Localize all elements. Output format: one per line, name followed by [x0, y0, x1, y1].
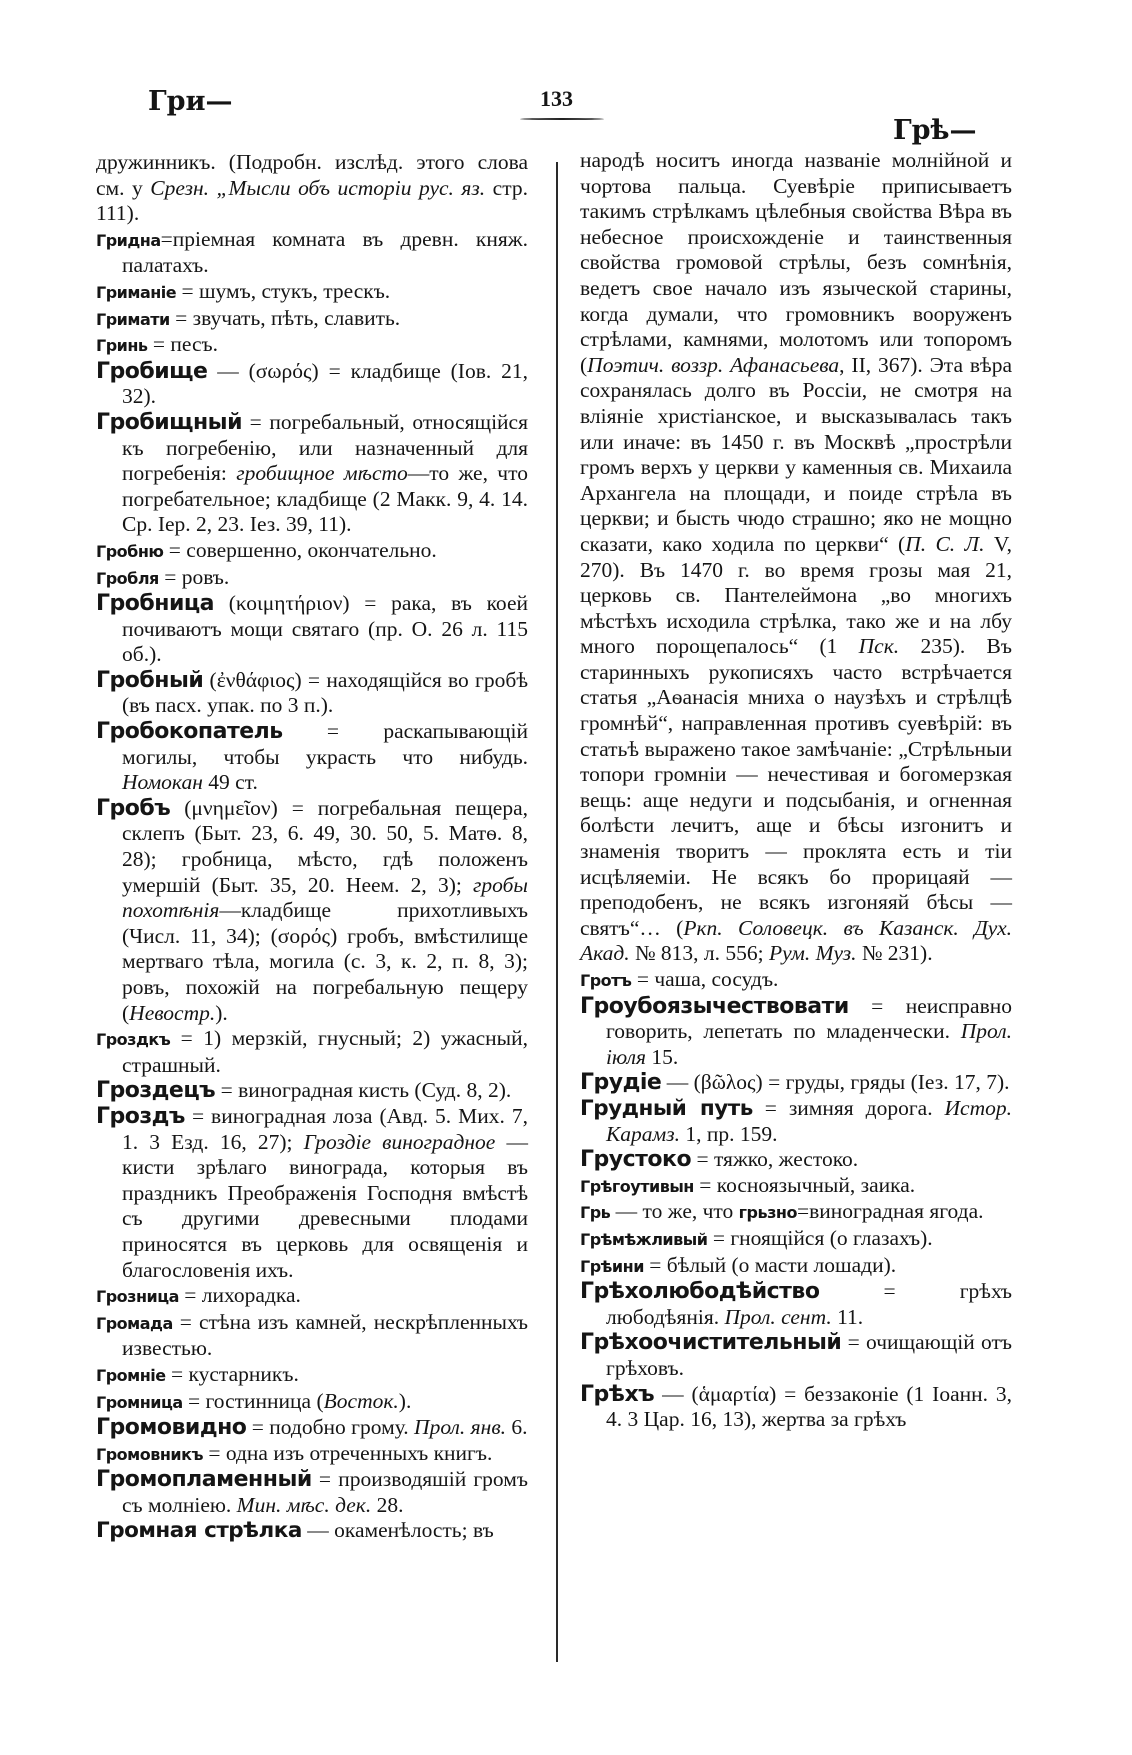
entry-text: = виноградная кисть (Суд. 8, 2). — [215, 1078, 512, 1103]
entry-headword: Гроздъ — [96, 1103, 185, 1129]
dictionary-entry — [96, 565, 528, 592]
entry-text: , II, 367). Эта вѣра сохранялась долго въ Россіи, не смотря на вліяніе христіанское, и высказывалась такъ или иначе: въ 1450 г. въ Москвѣ „прострѣли громъ верхъ у церкви у каменныя св. Михаила Архангела на площади, и поиде стрѣла въ церкви; и бысть чюдо страшно; яко не мощно сказати, како ходила по церкви“ ( — [580, 352, 1012, 556]
entry-text: =пріемная комната въ древн. княж. палатахъ. — [122, 226, 528, 278]
entry-headword: Громада — [96, 1313, 173, 1333]
entry-text: —кладбище прихотливыхъ (Числ. 11, 34); (σορός) гробъ, вмѣстилище мертваго тѣла, могила (с. 3, к. 2, п. 8, 3); ровъ, похожій на погребальную пещеру ( — [122, 898, 528, 1025]
entry-headword: Грь — [580, 1203, 611, 1223]
dictionary-entry — [96, 306, 528, 333]
entry-text: 235). Въ старинныхъ рукописяхъ часто встрѣчается статья „Аѳанасія мниха о наузѣхъ и стрѣлцѣ громнѣй“, направленная противъ суевѣрій: въ статьѣ выражено такое замѣчаніе: „Стрѣльныи топори громніи — нечестивая и богомерзкая вещь: аще недуги и подсыбанія, и огненная болѣсти лечитъ, аще и бѣсы изгонитъ и знаменія творитъ — проклята есть и тіи исцѣляеміи. Не всякъ бо прорицаяй — преподобенъ, не всякъ изгоняяй бѣсы — святъ“… ( — [580, 634, 1012, 940]
entry-text: — (σωρός) = кладбище (Іов. 21, 32). — [122, 358, 528, 409]
entry-headword: Гробокопатель — [96, 719, 283, 745]
entry-continuation — [96, 150, 528, 227]
entry-headword: Гробищный — [96, 409, 242, 435]
entry-headword: Громная стрѣлка — [96, 1518, 302, 1544]
source-citation: Прол. сент. — [724, 1304, 832, 1329]
entry-text: = звучать, пѣть, славить. — [169, 305, 401, 330]
entry-text: = совершенно, окончательно. — [163, 537, 437, 562]
entry-text: № 231). — [856, 941, 933, 966]
entry-text: = виноградная лоза (Авд. 5. Мих. 7, 1. 3 Езд. 16, 27); — [122, 1103, 528, 1154]
dictionary-entry — [96, 796, 528, 1026]
entry-headword: Гринь — [96, 336, 148, 356]
source-citation: Истор. Карамз. — [606, 1095, 1012, 1146]
dictionary-entry — [96, 332, 528, 359]
dictionary-entry — [580, 1253, 1012, 1280]
dictionary-entry — [96, 359, 528, 410]
entry-text: (κοιμητήριον) = рака, въ коей почиваютъ мощи святаго (пр. О. 26 л. 115 об.). — [122, 591, 528, 667]
column-divider — [556, 162, 558, 1662]
dictionary-entry — [580, 994, 1012, 1071]
entry-headword: Гротъ — [580, 971, 632, 990]
entry-text: № 813, л. 556; — [629, 941, 769, 966]
dictionary-entry — [96, 1078, 528, 1104]
source-citation: Мин. мѣс. дек. — [236, 1492, 372, 1517]
dictionary-entry — [580, 1279, 1012, 1330]
entry-text: = косноязычный, заика. — [693, 1172, 916, 1197]
entry-headword: Гроубоязычествовати — [580, 993, 849, 1019]
entry-text: 15. — [645, 1044, 679, 1069]
dictionary-entry — [580, 1147, 1012, 1173]
entry-text: = бѣлый (о масти лошади). — [643, 1252, 897, 1277]
dictionary-entry — [96, 227, 528, 279]
entry-headword: Гробъ — [96, 795, 171, 821]
entry-text: = тяжко, жестоко. — [691, 1147, 859, 1172]
entry-text: (ἐνθάφιος) = находящійся во гробѣ (въ пасх. упак. по 3 п.). — [122, 667, 528, 718]
entry-headword: Громніе — [96, 1365, 166, 1385]
entry-text: 11. — [831, 1304, 864, 1329]
dictionary-entry — [96, 1362, 528, 1389]
dictionary-entry — [96, 719, 528, 796]
entry-text: = стѣна изъ камней, нескрѣпленныхъ известью. — [122, 1309, 528, 1361]
entry-text: = зимняя дорога. — [752, 1095, 945, 1120]
entry-text: V, 270). Въ 1470 г. во время грозы мая 21, церковь св. Пантелеймона „во многихъ мѣстѣхъ исходила стрѣлка, тако же и на лбу много порощепалось“ (1 — [580, 531, 1012, 659]
dictionary-entry — [580, 1096, 1012, 1147]
entry-text: ). — [398, 1388, 412, 1413]
entry-text: народѣ носитъ иногда названіе молнійной и чортова пальца. Суевѣріе приписываетъ такимъ стрѣлкамъ цѣлебныя свойства Вѣра въ небесное происхожденіе и таинственныя свойства громовой стрѣлы, безъ сомнѣнія, ведетъ свое начало изъ языческой старины, когда думали, что громовникъ вооруженъ стрѣлами, камнями, молотомъ или топоромъ ( — [580, 148, 1012, 377]
entry-text: = кустарникъ. — [165, 1361, 299, 1386]
entry-text: = гноящійся (о глазахъ). — [707, 1225, 933, 1250]
dictionary-entry — [96, 279, 528, 306]
entry-text: = чаша, сосудъ. — [631, 967, 779, 991]
entry-text: = раскапывающій могилы, чтобы украсть что нибудь. — [122, 719, 528, 769]
entry-text: = лихорадка. — [178, 1283, 301, 1308]
source-citation: Гроздіе виноградное — [303, 1129, 496, 1154]
dictionary-entry — [580, 967, 1012, 994]
source-citation: Срезн. „Мысли объ исторіи рус. яз. — [150, 175, 486, 200]
entry-text: — то же, что — [610, 1199, 739, 1224]
entry-headword: Гримати — [96, 309, 170, 329]
entry-headword: Громовидно — [96, 1415, 247, 1441]
source-citation: Номокан — [122, 770, 203, 795]
entry-headword: Грѣмѣжливый — [580, 1229, 708, 1249]
running-head-left: Гри— — [148, 86, 233, 117]
source-citation: Ркп. Соловецк. въ Казанск. Дух. Акад. — [580, 915, 1012, 966]
entry-text: — (ἁμαρτία) = беззаконіе (1 Іоанн. 3, 4. 3 Цар. 16, 13), жертва за грѣхъ — [606, 1381, 1012, 1432]
source-citation: Рум. Муз. — [769, 941, 857, 966]
source-citation: Невостр. — [129, 1000, 216, 1025]
entry-headword: Гробница — [96, 591, 215, 617]
entry-headword: Гробню — [96, 541, 164, 561]
entry-text: —то же, что погребательное; кладбище (2 Макк. 9, 4. 14. Ср. Іер. 2, 23. Іез. 39, 11). — [122, 461, 528, 537]
source-citation: Поэтич. воззр. Афанасьева — [587, 352, 840, 377]
entry-text: = песъ. — [147, 332, 219, 357]
dictionary-entry — [96, 1518, 528, 1544]
page-number-rule — [520, 118, 604, 120]
entry-headword: Грудный путь — [580, 1095, 753, 1121]
entry-headword: Гриманіе — [96, 282, 177, 302]
source-citation: Пск. — [858, 634, 900, 659]
dictionary-entry — [96, 410, 528, 538]
entry-headword: Гробный — [96, 667, 204, 693]
entry-text: = 1) мерзкій, гнусный; 2) ужасный, страшный. — [122, 1026, 528, 1077]
dictionary-entry — [580, 1199, 1012, 1226]
entry-text: =виноградная ягода. — [796, 1199, 984, 1224]
entry-headword: Громовникъ — [96, 1444, 203, 1464]
entry-text: стр. 111). — [96, 175, 528, 226]
entry-headword: Грѣини — [580, 1256, 644, 1276]
source-citation: Прол. іюля — [606, 1019, 1012, 1069]
page-number: 133 — [540, 86, 573, 111]
entry-text: (μνημεῖον) = погребальная пещера, склепъ (Быт. 23, 6. 49, 30. 50, 5. Матѳ. 8, 28); гробница, мѣсто, гдѣ положенъ умершій (Быт. 35, 20. Неем. 2, 3); — [122, 795, 528, 897]
dictionary-entry — [96, 1026, 528, 1078]
dictionary-entry — [580, 1226, 1012, 1253]
entry-text: = ровъ. — [158, 564, 230, 589]
entry-text: = неисправно говорить, лепетать по младенчески. — [606, 993, 1012, 1044]
entry-headword: Громопламенный — [96, 1467, 312, 1493]
entry-headword: Гроздкъ — [96, 1030, 171, 1050]
entry-text: 49 ст. — [202, 770, 258, 795]
entry-headword: Гробище — [96, 358, 208, 384]
entry-headword: Гридна — [96, 230, 161, 250]
dictionary-entry — [580, 1173, 1012, 1200]
source-citation: Восток. — [323, 1388, 399, 1413]
entry-headword: Гробля — [96, 568, 159, 588]
source-citation: П. С. Л. — [905, 531, 985, 556]
entry-continuation — [580, 148, 1012, 967]
dictionary-entry — [96, 1467, 528, 1518]
running-head-right: Грѣ— — [893, 115, 977, 146]
dictionary-entry — [580, 1070, 1012, 1096]
entry-text: = грѣхъ любодѣянія. — [606, 1279, 1012, 1329]
entry-headword: Гроздецъ — [96, 1078, 216, 1104]
entry-text: = шумъ, стукъ, трескъ. — [176, 278, 391, 303]
entry-text: = подобно грому. — [246, 1415, 415, 1440]
entry-headword: Грѣхоочистительный — [580, 1330, 842, 1356]
dictionary-entry — [580, 1330, 1012, 1381]
dictionary-entry — [96, 1310, 528, 1362]
entry-headword: Грѣгоутивын — [580, 1176, 694, 1196]
dictionary-entry — [96, 591, 528, 668]
entry-headword: Громница — [96, 1392, 183, 1412]
entry-text: дружинникъ. (Подробн. изслѣд. этого слова см. у — [96, 150, 528, 200]
dictionary-entry — [96, 1283, 528, 1310]
dictionary-entry — [580, 1382, 1012, 1433]
entry-text: грьзно — [738, 1203, 797, 1223]
dictionary-entry — [96, 668, 528, 719]
entry-text: 28. — [371, 1492, 404, 1517]
entry-headword: Грудіе — [580, 1070, 662, 1096]
entry-headword: Грустоко — [580, 1147, 692, 1173]
source-citation: Прол. янв. — [414, 1415, 507, 1440]
entry-headword: Грѣхолюбодѣйство — [580, 1279, 820, 1305]
source-citation: гробы похотѣнія — [122, 872, 528, 923]
dictionary-entry — [96, 1104, 528, 1283]
entry-text: = производяшій громъ съ молніею. — [122, 1467, 528, 1517]
entry-text: = гостинница ( — [182, 1388, 324, 1413]
dictionary-entry — [96, 1441, 528, 1468]
source-citation: гробищное мѣсто — [236, 461, 408, 486]
entry-headword: Грѣхъ — [580, 1381, 655, 1407]
right-column — [580, 148, 1012, 1433]
left-column — [96, 150, 528, 1544]
entry-text: — кисти зрѣлаго винограда, которыя въ праздникъ Преображенія Господня вмѣстѣ съ другими древесными плодами приносятся въ церковь для освященія и благословенія ихъ. — [122, 1129, 528, 1282]
entry-text: = очищающій отъ грѣховъ. — [606, 1330, 1012, 1380]
dictionary-entry — [96, 538, 528, 565]
entry-text: 1, пр. 159. — [680, 1121, 778, 1146]
dictionary-entry — [96, 1389, 528, 1416]
entry-text: ). — [215, 1000, 228, 1025]
dictionary-entry — [96, 1415, 528, 1441]
entry-text: = погребальный, относящійся къ погребенію, или назначенный для погребенія: — [122, 409, 528, 486]
entry-text: — (βῶλος) = груды, гряды (Іез. 17, 7). — [661, 1070, 1010, 1095]
entry-text: — окаменѣлость; въ — [301, 1518, 494, 1543]
entry-headword: Грозница — [96, 1287, 179, 1307]
entry-text: = одна изъ отреченныхъ книгъ. — [202, 1440, 493, 1465]
entry-text: 6. — [506, 1415, 528, 1440]
